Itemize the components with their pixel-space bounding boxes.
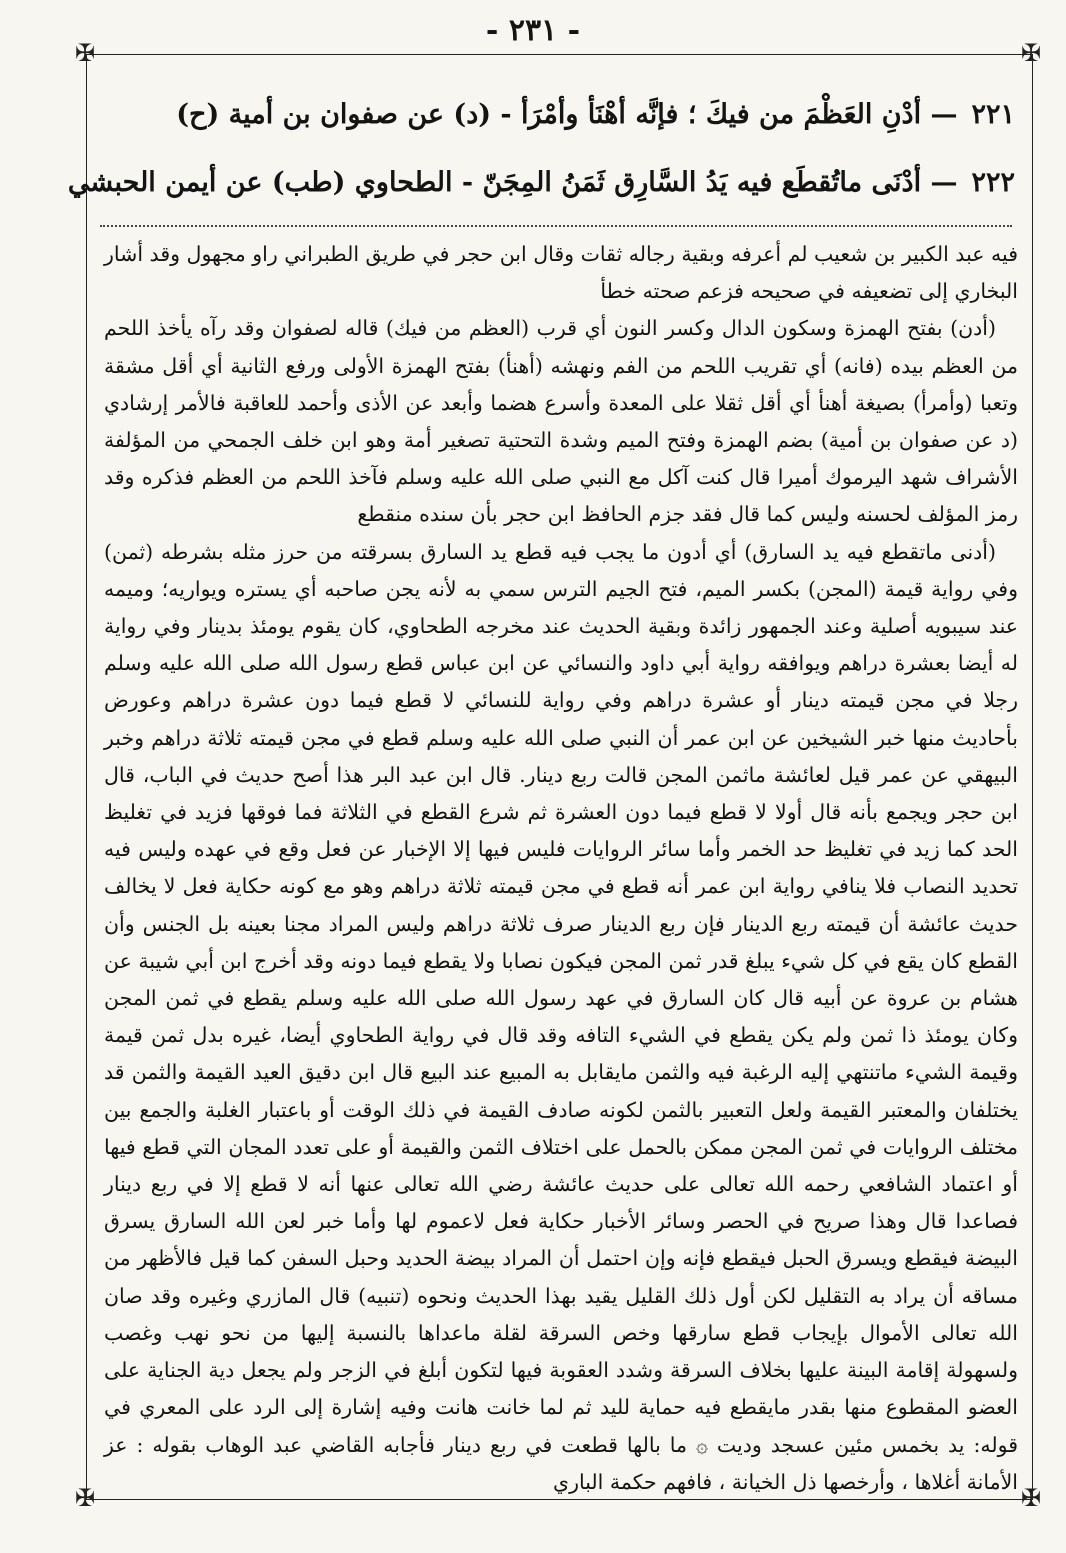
hadith-entry bbox=[67, 163, 1015, 203]
hadith-text: — أدْنَى ماتُقطَع فيه يَدُ السَّارِق ثَمَنُ المِجَنّ - الطحاوي (طب) عن أيمن الحبشي bbox=[67, 167, 958, 198]
commentary-paragraph: فيه عبد الكبير بن شعيب لم أعرفه وبقية رجاله ثقات وقال ابن حجر في طريق الطبراني راو مجهول وقد أشار البخاري إلى تضعيفه في صحيحه فزعم صحته خطأ bbox=[104, 242, 1018, 304]
hadith-number: ٢٢١ bbox=[971, 99, 1015, 130]
commentary-paragraph: (أدن) بفتح الهمزة وسكون الدال وكسر النون أي قرب (العظم من فيك) قاله لصفوان وقد رآه يأخذ اللحم من العظم بيده (فانه) أي تقريب اللحم من الفم ونهشه (أهنأ) بفتح الهمزة الأولى ورفع الثانية أي أقل مشقة وتعبا (وأمرأ) بصيغة أهنأ أي أقل ثقلا على المعدة وأسرع هضما وأبعد عن الأذى وأحمد للعاقبة فالأمر إرشادي (د عن صفوان بن أمية) بضم الهمزة وفتح الميم وشدة التحتية تصغير أمة وهو ابن خلف الجمحي من المؤلفة الأشراف شهد اليرموك أميرا قال كنت آكل مع النبي صلى الله عليه وسلم فآخذ اللحم من العظم فذكره وقد رمز المؤلف لحسنه وليس كما قال فقد جزم الحافظ ابن حجر بأن سنده منقطع bbox=[104, 316, 1018, 527]
commentary-body bbox=[104, 236, 1018, 1494]
corner-ornament-icon: ✠ bbox=[1020, 1484, 1042, 1512]
corner-ornament-icon: ✠ bbox=[1020, 39, 1042, 67]
corner-ornament-icon: ✠ bbox=[74, 39, 96, 67]
hadith-number: ٢٢٢ bbox=[971, 167, 1015, 198]
page-number: - ٢٣١ - bbox=[485, 13, 581, 48]
corner-ornament-icon: ✠ bbox=[74, 1484, 96, 1512]
hadith-text: — أدْنِ العَظْمَ من فيكَ ؛ فإنَّه أهْنَأ وأمْرَأ - (د) عن صفوان بن أمية (ح) bbox=[176, 99, 958, 130]
hadith-entry bbox=[105, 95, 1015, 135]
dotted-divider bbox=[100, 225, 1012, 227]
commentary-paragraph: (أدنى ماتقطع فيه يد السارق) أي أدون ما يجب فيه قطع يد السارق بسرقته من حرز مثله بشرطه (ثمن) وفي رواية قيمة (المجن) بكسر الميم، فتح الجيم الترس سمي به لأنه يجن صاحبه أي يستره ويواريه؛ وميمه عند سيبويه أصلية وعند الجمهور زائدة وبقية الحديث عند مخرجه الطحاوي، كان يقوم يومئذ بدينار وفي رواية له أيضا بعشرة دراهم ويوافقه رواية أبي داود والنسائي عن ابن عباس قطع رسول الله صلى الله عليه وسلم رجلا في مجن قيمته دينار أو عشرة دراهم وفي رواية للنسائي لا قطع فيما دون عشرة دراهم وعورض بأحاديث منها خبر الشيخين عن ابن عمر أن النبي صلى الله عليه وسلم قطع في مجن قيمته ثلاثة دراهم وخبر البيهقي عن عمر قيل لعائشة ماثمن المجن قالت ربع دينار. قال ابن عبد البر هذا أصح حديث في الباب، قال ابن حجر ويجمع بأنه قال أولا لا قطع فيما دون العشرة ثم شرع القطع في الثلاثة فما فوقها فزيد في تغليظ الحد كما زيد في تغليظ حد الخمر وأما سائر الروايات فليس فيها إلا الإخبار عن فعل وقع في عهده وليس فيه تحديد النصاب فلا ينافي رواية ابن عمر أنه قطع في مجن قيمته ثلاثة دراهم وهو مع كونه حكاية فعل لا يخالف حديث عائشة أن قيمته ربع الدينار فإن ربع الدينار صرف ثلاثة دراهم وليس المراد مجنا بعينه بل الجنس وأن القطع كان يقع في كل شيء يبلغ قدر ثمن المجن فيكون نصابا ولا يقطع فيما دونه وقد أخرج ابن أبي شيبة عن هشام بن عروة عن أبيه قال كان السارق في عهد رسول الله صلى الله عليه وسلم يقطع في ثمن المجن وكان يومئذ ذا ثمن ولم يكن يقطع في الشيء التافه وقد قال في رواية الطحاوي أيضا، غيره بدل ثمن قيمة وقيمة الشيء ماتنتهي إليه الرغبة فيه والثمن مايقابل به المبيع عند البيع قال ابن دقيق العيد القيمة والثمن قد يختلفان والمعتبر القيمة ولعل التعبير بالثمن لكونه صادف القيمة في ذلك الوقت أو باعتبار الغلبة والجمع بين مختلف الروايات في ثمن المجن ممكن بالحمل على اختلاف الثمن والقيمة أو على تعدد المجان التي قطع فيها أو اعتماد الشافعي رحمه الله تعالى على حديث عائشة رضي الله تعالى عنها أنه لا قطع إلا في ربع دينار فصاعدا قال وهذا صريح في الحصر وسائر الأخبار حكاية فعل لاعموم لها وأما خبر لعن الله السارق يسرق البيضة فيقطع ويسرق الحبل فيقطع فإنه وإن احتمل أن المراد بيضة الحديد وحبل السفن كما قيل فالأظهر من مساقه أن يراد به التقليل لكن أول ذلك القليل يقيد بهذا الحديث ونحوه (تنبيه) قال المازري وغيره وقد صان الله تعالى الأموال بإيجاب قطع سارقها وخص السرقة لقلة ماعداها بالنسبة إليها من نحو نهب وغصب ولسهولة إقامة البينة عليها بخلاف السرقة وشدد العقوبة فيها لتكون أبلغ في الزجر ولم يجعل دية الجناية على العضو المقطوع منها بقدر مايقطع فيه حماية لليد ثم لما خانت هانت وفيه إشارة إلى الرد على المعري في قوله: يد بخمس مئين عسجد وديت ۞ ما بالها قطعت في ربع دينار فأجابه القاضي عبد الوهاب بقوله : عز الأمانة أغلاها ، وأرخصها ذل الخيانة ، فافهم حكمة الباري bbox=[104, 539, 1018, 1494]
